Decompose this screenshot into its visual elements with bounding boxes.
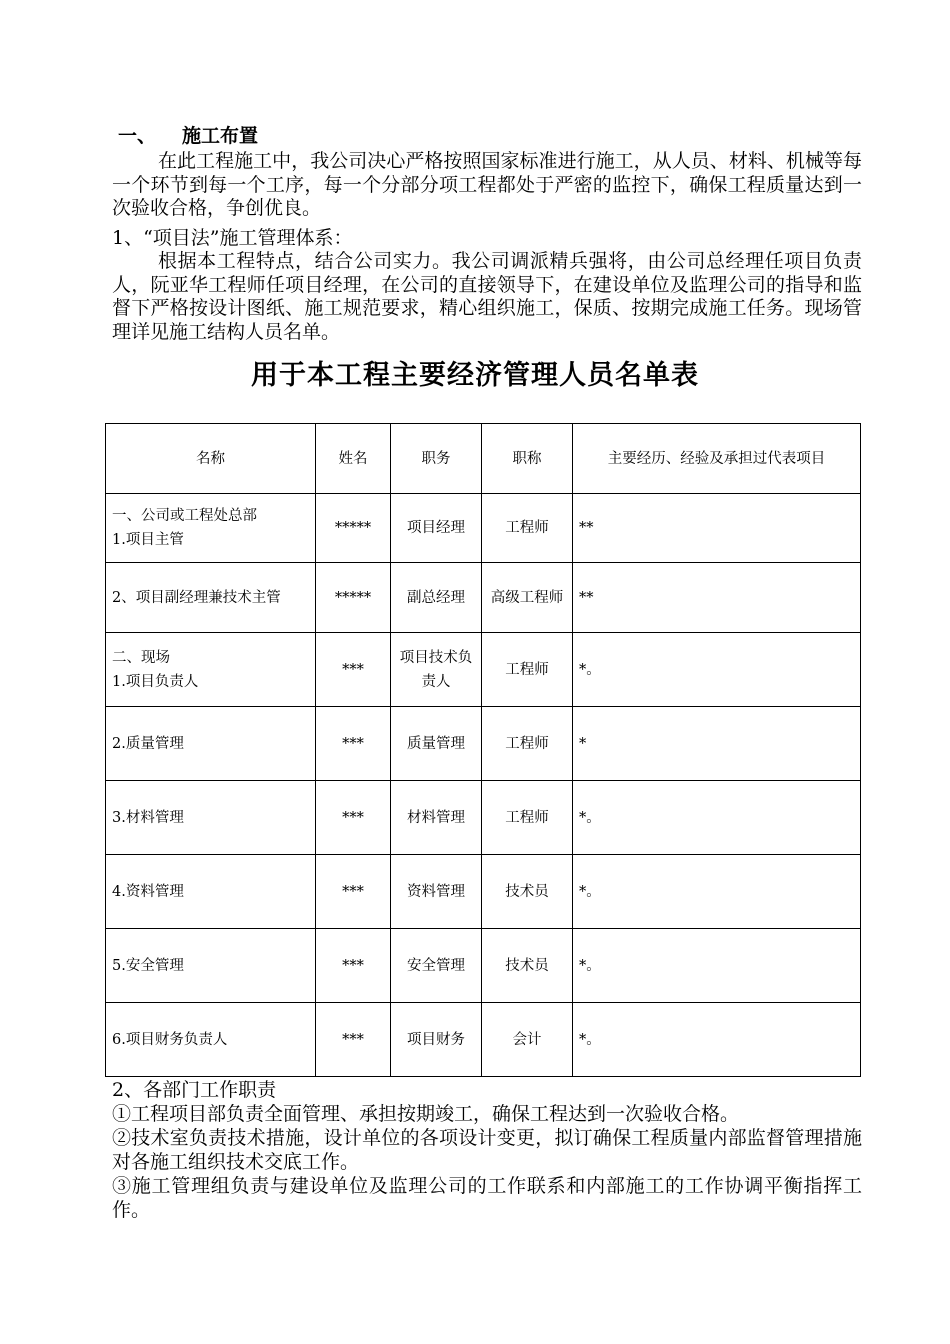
section1-heading — [118, 124, 258, 148]
cell-title: 工程师 — [482, 707, 573, 781]
cell-position: 项目财务 — [391, 1003, 482, 1077]
cell-name — [106, 633, 316, 707]
table-row — [106, 929, 861, 1003]
section1-title: 施工布置 — [182, 125, 259, 147]
cell-name — [106, 563, 316, 633]
cell-position: 副总经理 — [391, 563, 482, 633]
table-header-row — [106, 424, 861, 494]
cell-person: ***** — [316, 563, 391, 633]
cell-title: 高级工程师 — [482, 563, 573, 633]
section1-body-paragraph: 根据本工程特点，结合公司实力。我公司调派精兵强将，由公司总经理任项目负责人，阮亚华工程师任项目经理，在公司的直接领导下，在建设单位及监理公司的指导和监督下严格按设计图纸、施工规范要求，精心组织施工，保质、按期完成施工任务。现场管理详见施工结构人员名单。 — [112, 250, 862, 343]
header-experience: 主要经历、经验及承担过代表项目 — [573, 424, 861, 494]
header-person: 姓名 — [316, 424, 391, 494]
cell-experience: ** — [573, 563, 861, 633]
section2-item: ②技术室负责技术措施，设计单位的各项设计变更，拟订确保工程质量内部监督管理措施对各施工组织技术交底工作。 — [112, 1127, 862, 1173]
section1-intro-paragraph: 在此工程施工中，我公司决心严格按照国家标准进行施工，从人员、材料、机械等每一个环节到每一个工序，每一个分部分项工程都处于严密的监控下，确保工程质量达到一次验收合格，争创优良。 — [112, 150, 862, 219]
section1-number: 一、 — [118, 125, 157, 147]
cell-position: 项目经理 — [391, 494, 482, 563]
cell-name-line2: 1.项目主管 — [112, 532, 184, 548]
cell-experience: *。 — [573, 855, 861, 929]
cell-position: 资料管理 — [391, 855, 482, 929]
cell-position: 质量管理 — [391, 707, 482, 781]
section2-item: ③施工管理组负责与建设单位及监理公司的工作联系和内部施工的工作协调平衡指挥工作。 — [112, 1175, 862, 1221]
section1-subheading: 1、“项目法”施工管理体系： — [112, 227, 353, 249]
cell-person: ***** — [316, 494, 391, 563]
cell-person: *** — [316, 855, 391, 929]
cell-person: *** — [316, 633, 391, 707]
header-title: 职称 — [482, 424, 573, 494]
staff-table — [105, 423, 861, 1077]
table-row — [106, 707, 861, 781]
cell-title: 技术员 — [482, 855, 573, 929]
table-row — [106, 563, 861, 633]
cell-position: 项目技术负责人 — [391, 633, 482, 707]
cell-position: 安全管理 — [391, 929, 482, 1003]
cell-title: 技术员 — [482, 929, 573, 1003]
table-row — [106, 1003, 861, 1077]
section2-item: ①工程项目部负责全面管理、承担按期竣工，确保工程达到一次验收合格。 — [112, 1103, 740, 1125]
cell-person: *** — [316, 929, 391, 1003]
cell-experience: ** — [573, 494, 861, 563]
cell-experience: *。 — [573, 781, 861, 855]
header-name: 名称 — [106, 424, 316, 494]
cell-experience: *。 — [573, 1003, 861, 1077]
cell-name: 4.资料管理 — [106, 855, 316, 929]
section2-heading: 2、各部门工作职责 — [112, 1079, 277, 1101]
table-title: 用于本工程主要经济管理人员名单表 — [251, 360, 699, 391]
cell-position: 材料管理 — [391, 781, 482, 855]
cell-name — [106, 494, 316, 563]
table-row — [106, 855, 861, 929]
cell-person: *** — [316, 707, 391, 781]
section2 — [112, 1078, 862, 1222]
cell-experience: *。 — [573, 633, 861, 707]
cell-name-line1: 一、公司或工程处总部 — [112, 508, 257, 524]
cell-name-line2: 1.项目负责人 — [112, 673, 199, 690]
cell-title: 工程师 — [482, 633, 573, 707]
table-row — [106, 781, 861, 855]
cell-title: 工程师 — [482, 494, 573, 563]
cell-name-line1: 2、项目副经理兼技术主管 — [112, 589, 281, 606]
cell-name: 3.材料管理 — [106, 781, 316, 855]
table-row — [106, 633, 861, 707]
header-position: 职务 — [391, 424, 482, 494]
cell-name: 2.质量管理 — [106, 707, 316, 781]
cell-experience: * — [573, 707, 861, 781]
cell-experience: *。 — [573, 929, 861, 1003]
cell-name: 5.安全管理 — [106, 929, 316, 1003]
cell-name-line1: 二、现场 — [112, 649, 170, 666]
cell-person: *** — [316, 781, 391, 855]
cell-title: 会计 — [482, 1003, 573, 1077]
cell-name: 6.项目财务负责人 — [106, 1003, 316, 1077]
cell-person: *** — [316, 1003, 391, 1077]
table-row — [106, 494, 861, 563]
cell-title: 工程师 — [482, 781, 573, 855]
